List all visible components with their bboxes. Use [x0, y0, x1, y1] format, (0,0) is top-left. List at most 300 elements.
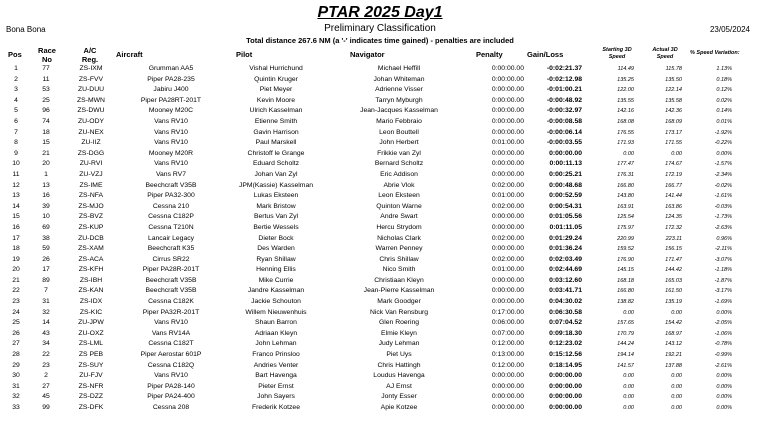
- cell-speed-variation: -2.34%: [714, 171, 732, 178]
- cell-race-no: 32: [42, 308, 50, 316]
- cell-starting-speed: 0.00: [623, 150, 634, 157]
- cell-ac-reg: ZS-DWU: [77, 107, 105, 115]
- cell-speed-variation: 0.14%: [716, 108, 732, 115]
- cell-aircraft: Grumman AA5: [148, 65, 194, 72]
- cell-ac-reg: ZU-ODY: [77, 117, 105, 125]
- cell-race-no: 43: [42, 329, 50, 337]
- cell-penalty: 0:13:00.00: [491, 351, 524, 359]
- cell-aircraft: Piper PA28RT-201T: [140, 96, 202, 104]
- cell-gain-loss: 0:00:25.21: [549, 170, 582, 178]
- cell-gain-loss: 0:00:00.00: [549, 393, 582, 401]
- cell-race-no: 16: [42, 192, 50, 200]
- table-row: [0, 350, 760, 361]
- table-row: [0, 170, 760, 181]
- cell-navigator: Michael Heffill: [377, 65, 421, 72]
- cell-penalty: 0:00:00.00: [491, 117, 524, 125]
- cell-navigator: Elmie Kleyn: [381, 329, 417, 337]
- cell-aircraft: Cessna C182K: [148, 298, 194, 306]
- cell-actual-speed: 124.35: [665, 214, 682, 221]
- table-row: [0, 138, 760, 149]
- cell-pos: 10: [12, 160, 20, 168]
- cell-aircraft: Vans RV10: [154, 139, 188, 147]
- cell-pilot: Quintin Kruger: [254, 75, 298, 83]
- cell-gain-loss: -0:00:03.55: [546, 139, 582, 147]
- cell-speed-variation: -1.18%: [714, 267, 732, 274]
- cell-speed-variation: -0.99%: [714, 352, 732, 359]
- cell-starting-speed: 176.31: [617, 171, 634, 178]
- cell-pos: 32: [12, 393, 20, 401]
- cell-pos: 11: [12, 170, 20, 178]
- cell-navigator: Frikkie van Zyl: [377, 149, 421, 157]
- cell-gain-loss: -0:01:00.21: [546, 86, 582, 94]
- cell-race-no: 23: [42, 361, 50, 369]
- cell-penalty: 0:00:00.00: [491, 372, 524, 380]
- cell-gain-loss: 0:09:18.30: [549, 329, 582, 337]
- cell-starting-speed: 142.16: [617, 108, 634, 115]
- cell-race-no: 7: [44, 287, 48, 295]
- cell-pos: 2: [14, 75, 18, 83]
- cell-race-no: 27: [42, 382, 50, 390]
- cell-speed-variation: 0.00%: [716, 309, 732, 316]
- cell-navigator: Jean-Pierre Kasselman: [363, 287, 435, 295]
- cell-pilot: Vishal Hurrichund: [249, 65, 303, 72]
- cell-navigator: Loudus Havenga: [373, 372, 425, 380]
- cell-navigator: Hercu Strydom: [376, 223, 422, 231]
- cell-race-no: 22: [42, 351, 50, 359]
- cell-ac-reg: ZS PEB: [78, 351, 104, 359]
- cell-pilot: Ryan Shillaw: [256, 255, 296, 263]
- cell-actual-speed: 0.00: [671, 405, 682, 411]
- cell-navigator: Adrienne Visser: [375, 86, 423, 94]
- cell-actual-speed: 144.42: [665, 267, 682, 274]
- cell-penalty: 0:12:00.00: [491, 340, 524, 348]
- cell-gain-loss: 0:04:30.02: [549, 298, 582, 306]
- cell-pilot: Kevin Moore: [256, 96, 296, 104]
- cell-penalty: 0:00:00.00: [491, 404, 524, 411]
- cell-ac-reg: ZS-IDX: [79, 298, 103, 306]
- cell-speed-variation: -1.61%: [714, 193, 732, 200]
- cell-actual-speed: 172.19: [665, 171, 682, 178]
- cell-actual-speed: 166.77: [665, 182, 682, 189]
- cell-gain-loss: 0:12:23.02: [549, 340, 582, 348]
- cell-navigator: Tarryn Myburgh: [375, 96, 423, 104]
- cell-aircraft: Piper Aerostar 601P: [140, 351, 202, 359]
- cell-navigator: Judy Lehman: [378, 340, 420, 348]
- table-row: [0, 308, 760, 319]
- cell-navigator: AJ Ernst: [386, 382, 412, 390]
- cell-speed-variation: -1.87%: [714, 277, 732, 284]
- cell-aircraft: Beechcraft V35B: [145, 287, 197, 295]
- table-row: [0, 191, 760, 202]
- cell-ac-reg: ZU-NEX: [78, 128, 104, 136]
- cell-gain-loss: 0:00:00.00: [549, 149, 582, 157]
- cell-ac-reg: ZU-OXZ: [78, 329, 104, 337]
- cell-starting-speed: 176.90: [617, 256, 634, 263]
- cell-actual-speed: 0.00: [671, 394, 682, 401]
- cell-pilot: Des Warden: [257, 245, 295, 253]
- cell-pilot: Piet Meyer: [259, 86, 293, 94]
- cell-navigator: Quinton Warne: [376, 202, 422, 210]
- cell-pilot: Andries Venter: [253, 361, 299, 369]
- cell-navigator: Johan Whiteman: [373, 75, 425, 83]
- cell-aircraft: Vans RV10: [154, 128, 188, 136]
- cell-starting-speed: 159.52: [617, 246, 634, 253]
- cell-navigator: John Herbert: [379, 139, 419, 147]
- cell-starting-speed: 163.91: [617, 203, 634, 210]
- cell-actual-speed: 172.32: [665, 224, 682, 231]
- col-header-race-no: Race No: [38, 46, 56, 64]
- cell-pilot: Bertie Wessels: [253, 223, 299, 231]
- cell-penalty: 0:00:00.00: [491, 298, 524, 306]
- cell-pos: 30: [12, 372, 20, 380]
- cell-pilot: Etienne Smith: [254, 117, 298, 125]
- cell-aircraft: Piper PA28R-201T: [142, 266, 200, 274]
- cell-pos: 18: [12, 245, 20, 253]
- cell-actual-speed: 0.00: [671, 373, 682, 380]
- cell-pilot: Gavin Harrison: [253, 128, 299, 136]
- cell-actual-speed: 135.58: [665, 97, 682, 104]
- cell-pos: 21: [12, 276, 20, 284]
- cell-gain-loss: 0:01:05.56: [549, 213, 582, 221]
- cell-speed-variation: 0.96%: [716, 235, 732, 242]
- cell-actual-speed: 0.00: [671, 309, 682, 316]
- cell-race-no: 96: [42, 107, 50, 115]
- cell-race-no: 59: [42, 245, 50, 253]
- cell-pilot: Ulrich Kasselman: [249, 107, 303, 115]
- cell-aircraft: Lancair Legacy: [147, 234, 195, 242]
- cell-pos: 27: [12, 340, 20, 348]
- cell-navigator: Abrie Vlok: [383, 181, 415, 189]
- cell-gain-loss: 0:02:44.69: [549, 266, 582, 274]
- cell-starting-speed: 166.80: [617, 288, 634, 295]
- cell-navigator: Chris Hattingh: [377, 361, 421, 369]
- cell-pos: 13: [12, 192, 20, 200]
- cell-pilot: Willem Nieuwenhuis: [245, 308, 307, 316]
- table-row: [0, 403, 760, 414]
- cell-gain-loss: 0:03:12.60: [549, 276, 582, 284]
- cell-aircraft: Mooney M20R: [148, 149, 194, 157]
- cell-race-no: 99: [42, 404, 50, 411]
- cell-actual-speed: 173.17: [665, 129, 682, 136]
- cell-gain-loss: 0:15:12.56: [549, 351, 582, 359]
- cell-actual-speed: 168.09: [665, 118, 682, 125]
- cell-starting-speed: 141.57: [617, 362, 634, 369]
- cell-ac-reg: ZS-DZZ: [78, 393, 104, 401]
- cell-aircraft: Mooney M20C: [148, 107, 194, 115]
- cell-starting-speed: 122.00: [617, 87, 634, 94]
- cell-speed-variation: 0.02%: [716, 97, 732, 104]
- cell-actual-speed: 168.97: [665, 330, 682, 337]
- cell-gain-loss: 0:01:36.24: [549, 245, 582, 253]
- cell-ac-reg: ZS-IXM: [79, 65, 103, 72]
- cell-aircraft: Piper PA28-140: [147, 382, 195, 390]
- cell-pilot: Jandre Kasselman: [247, 287, 305, 295]
- cell-penalty: 0:00:00.00: [491, 170, 524, 178]
- cell-pos: 9: [14, 149, 18, 157]
- cell-actual-speed: 135.19: [665, 299, 682, 306]
- cell-actual-speed: 142.36: [665, 108, 682, 115]
- cell-starting-speed: 0.00: [623, 394, 634, 401]
- cell-starting-speed: 0.00: [623, 383, 634, 390]
- cell-race-no: 69: [42, 223, 50, 231]
- cell-actual-speed: 223.11: [665, 235, 682, 242]
- report-summary: Total distance 267.6 NM (a '-' indicates time gained) - penalties are included: [246, 36, 514, 45]
- col-header-pilot: Pilot: [236, 50, 253, 59]
- cell-gain-loss: -0:00:48.92: [546, 96, 582, 104]
- cell-race-no: 39: [42, 202, 50, 210]
- table-row: [0, 159, 760, 170]
- cell-actual-speed: 161.50: [665, 288, 682, 295]
- cell-race-no: 15: [42, 139, 50, 147]
- table-row: [0, 329, 760, 340]
- cell-pos: 23: [12, 298, 20, 306]
- cell-ac-reg: ZS-MWN: [77, 96, 105, 104]
- table-row: [0, 149, 760, 160]
- cell-race-no: 13: [42, 181, 50, 189]
- cell-ac-reg: ZU-RVI: [79, 160, 103, 168]
- cell-actual-speed: 165.03: [665, 277, 682, 284]
- cell-ac-reg: ZS-KFH: [78, 266, 104, 274]
- cell-penalty: 0:00:00.00: [491, 86, 524, 94]
- cell-speed-variation: -1.57%: [714, 161, 732, 168]
- cell-pilot: Christoff le Grange: [247, 149, 305, 157]
- cell-penalty: 0:00:00.00: [491, 128, 524, 136]
- cell-ac-reg: ZU-IIZ: [81, 139, 101, 147]
- cell-navigator: Mario Febbraio: [376, 117, 422, 125]
- classification-table: [0, 64, 760, 414]
- cell-pilot: Lukas Eksteen: [253, 192, 299, 200]
- cell-starting-speed: 171.93: [617, 140, 634, 147]
- cell-ac-reg: ZS-KAN: [78, 287, 104, 295]
- cell-starting-speed: 175.97: [617, 224, 634, 231]
- cell-gain-loss: -0:00:06.14: [546, 128, 582, 136]
- cell-pos: 7: [14, 128, 18, 136]
- cell-ac-reg: ZU-VZJ: [79, 170, 103, 178]
- table-row: [0, 128, 760, 139]
- cell-starting-speed: 145.15: [617, 267, 634, 274]
- cell-gain-loss: 0:00:54.31: [549, 202, 582, 210]
- cell-pilot: Jackie Schouton: [251, 298, 301, 306]
- cell-pilot: Franco Prinsloo: [252, 351, 300, 359]
- table-row: [0, 202, 760, 213]
- page-title: PTAR 2025 Day1: [317, 4, 443, 21]
- table-row: [0, 96, 760, 107]
- col-header-pos: Pos: [8, 50, 22, 59]
- cell-gain-loss: 0:00:48.68: [549, 181, 582, 189]
- cell-speed-variation: -2.05%: [714, 320, 732, 327]
- cell-navigator: Nicholas Clark: [377, 234, 421, 242]
- cell-pos: 5: [14, 107, 18, 115]
- cell-gain-loss: 0:00:00.00: [549, 382, 582, 390]
- cell-starting-speed: 168.18: [617, 277, 634, 284]
- cell-actual-speed: 137.88: [665, 362, 682, 369]
- cell-penalty: 0:00:00.00: [491, 213, 524, 221]
- cell-pilot: Mike Currie: [258, 276, 294, 284]
- cell-penalty: 0:00:00.00: [491, 149, 524, 157]
- cell-ac-reg: ZS-IME: [79, 181, 103, 189]
- cell-aircraft: Vans RV7: [156, 170, 186, 178]
- cell-aircraft: Vans RV10: [154, 160, 188, 168]
- cell-penalty: 0:02:00.00: [491, 234, 524, 242]
- cell-speed-variation: -0.78%: [714, 341, 732, 348]
- cell-penalty: 0:17:00.00: [491, 308, 524, 316]
- cell-aircraft: Piper PA32-300: [147, 192, 195, 200]
- cell-starting-speed: 125.54: [617, 214, 634, 221]
- cell-penalty: 0:00:00.00: [491, 382, 524, 390]
- cell-race-no: 34: [42, 340, 50, 348]
- cell-ac-reg: ZS-IBH: [79, 276, 103, 284]
- cell-pos: 15: [12, 213, 20, 221]
- cell-aircraft: Cessna 208: [152, 404, 190, 411]
- cell-actual-speed: 143.12: [665, 341, 682, 348]
- cell-gain-loss: 0:00:00.00: [549, 404, 582, 411]
- cell-ac-reg: ZU-FJV: [79, 372, 103, 380]
- cell-speed-variation: 0.12%: [716, 87, 732, 94]
- cell-actual-speed: 0.00: [671, 383, 682, 390]
- col-header-navigator: Navigator: [350, 50, 385, 59]
- cell-speed-variation: -0.03%: [714, 203, 732, 210]
- cell-race-no: 21: [42, 149, 50, 157]
- cell-actual-speed: 156.15: [665, 246, 682, 253]
- col-header-ac-reg: A/C Reg.: [81, 46, 99, 64]
- table-row: [0, 234, 760, 245]
- cell-navigator: Warren Penney: [375, 245, 423, 253]
- cell-aircraft: Vans RV10: [154, 319, 188, 327]
- cell-navigator: Leon Bouttell: [379, 128, 419, 136]
- cell-navigator: Leon Eksteen: [378, 192, 420, 200]
- cell-starting-speed: 0.00: [623, 405, 634, 411]
- cell-penalty: 0:02:00.00: [491, 255, 524, 263]
- cell-pilot: John Sayers: [257, 393, 295, 401]
- cell-gain-loss: 0:03:41.71: [549, 287, 582, 295]
- cell-speed-variation: -2.11%: [714, 246, 732, 253]
- cell-race-no: 45: [42, 393, 50, 401]
- cell-penalty: 0:00:00.00: [491, 287, 524, 295]
- cell-starting-speed: 114.49: [617, 66, 634, 72]
- cell-navigator: Piet Uys: [386, 351, 412, 359]
- cell-penalty: 0:00:00.00: [491, 393, 524, 401]
- cell-pos: 29: [12, 361, 20, 369]
- cell-actual-speed: 163.86: [665, 203, 682, 210]
- table-row: [0, 265, 760, 276]
- table-row: [0, 181, 760, 192]
- cell-race-no: 31: [42, 298, 50, 306]
- cell-pos: 26: [12, 329, 20, 337]
- table-row: [0, 212, 760, 223]
- table-row: [0, 276, 760, 287]
- cell-penalty: 0:01:00.00: [491, 139, 524, 147]
- cell-speed-variation: -0.22%: [714, 140, 732, 147]
- cell-navigator: Andre Swart: [380, 213, 418, 221]
- table-row: [0, 106, 760, 117]
- cell-pilot: Henning Ellis: [256, 266, 296, 274]
- col-header-starting-speed: Starting 3D Speed: [602, 47, 632, 60]
- cell-race-no: 89: [42, 276, 50, 284]
- cell-actual-speed: 171.47: [665, 256, 682, 263]
- cell-navigator: Mark Goodger: [377, 298, 421, 306]
- cell-starting-speed: 135.25: [617, 76, 634, 83]
- cell-pilot: Johan Van Zyl: [254, 170, 298, 178]
- table-row: [0, 339, 760, 350]
- cell-gain-loss: 0:02:03.49: [549, 255, 582, 263]
- cell-navigator: Nick Van Rensburg: [369, 308, 429, 316]
- cell-ac-reg: ZS-XAM: [78, 245, 104, 253]
- cell-navigator: Chris Shillaw: [379, 255, 419, 263]
- cell-penalty: 0:00:00.00: [491, 96, 524, 104]
- cell-ac-reg: ZS-SUY: [78, 361, 104, 369]
- cell-pos: 28: [12, 351, 20, 359]
- cell-penalty: 0:12:00.00: [491, 361, 524, 369]
- cell-pos: 14: [12, 202, 20, 210]
- cell-ac-reg: ZS-ACA: [78, 255, 104, 263]
- cell-speed-variation: 0.00%: [716, 373, 732, 380]
- cell-pilot: Dieter Bock: [258, 234, 294, 242]
- cell-pos: 17: [12, 234, 20, 242]
- table-row: [0, 223, 760, 234]
- cell-pos: 22: [12, 287, 20, 295]
- cell-race-no: 11: [42, 75, 50, 83]
- cell-aircraft: Cessna 210: [152, 202, 190, 210]
- cell-navigator: Christiaan Kleyn: [374, 276, 424, 284]
- cell-penalty: 0:07:00.00: [491, 329, 524, 337]
- cell-gain-loss: 0:01:29.24: [549, 234, 582, 242]
- cell-penalty: 0:02:00.00: [491, 181, 524, 189]
- report-date: 23/05/2024: [709, 25, 750, 34]
- cell-race-no: 53: [42, 86, 50, 94]
- cell-race-no: 20: [42, 160, 50, 168]
- cell-gain-loss: 0:01:11.05: [549, 223, 582, 231]
- cell-aircraft: Jabiru J400: [153, 86, 189, 94]
- cell-speed-variation: 0.00%: [716, 383, 732, 390]
- cell-navigator: Jean-Jacques Kasselman: [360, 107, 438, 115]
- cell-penalty: 0:00:00.00: [491, 65, 524, 72]
- cell-actual-speed: 192.21: [665, 352, 682, 359]
- table-row: [0, 255, 760, 266]
- cell-starting-speed: 194.14: [617, 352, 634, 359]
- cell-actual-speed: 141.44: [665, 193, 682, 200]
- table-row: [0, 392, 760, 403]
- cell-actual-speed: 154.42: [665, 320, 682, 327]
- cell-actual-speed: 0.00: [671, 150, 682, 157]
- cell-penalty: 0:00:00.00: [491, 160, 524, 168]
- cell-speed-variation: -1.92%: [714, 129, 732, 136]
- table-row: [0, 85, 760, 96]
- cell-race-no: 26: [42, 255, 50, 263]
- cell-speed-variation: -3.17%: [714, 288, 732, 295]
- cell-pos: 19: [12, 255, 20, 263]
- cell-gain-loss: 0:00:52.59: [549, 192, 582, 200]
- cell-penalty: 0:06:00.00: [491, 319, 524, 327]
- cell-penalty: 0:02:00.00: [491, 202, 524, 210]
- cell-navigator: Jonty Esser: [381, 393, 417, 401]
- table-row: [0, 361, 760, 372]
- cell-gain-loss: 0:18:14.95: [549, 361, 582, 369]
- cell-gain-loss: 0:07:04.52: [549, 319, 582, 327]
- cell-navigator: Eric Addison: [380, 170, 418, 178]
- cell-gain-loss: 0:06:30.58: [549, 308, 582, 316]
- cell-penalty: 0:01:00.00: [491, 266, 524, 274]
- cell-ac-reg: ZS-NFA: [78, 192, 104, 200]
- cell-pos: 4: [14, 96, 18, 104]
- cell-pos: 31: [12, 382, 20, 390]
- cell-race-no: 38: [42, 234, 50, 242]
- cell-ac-reg: ZS-DGG: [77, 149, 105, 157]
- cell-pilot: Bertus Van Zyl: [253, 213, 299, 221]
- col-header-actual-speed: Actual 3D Speed: [652, 47, 678, 60]
- cell-starting-speed: 143.80: [617, 193, 634, 200]
- cell-starting-speed: 166.80: [617, 182, 634, 189]
- cell-navigator: Glen Roering: [378, 319, 420, 327]
